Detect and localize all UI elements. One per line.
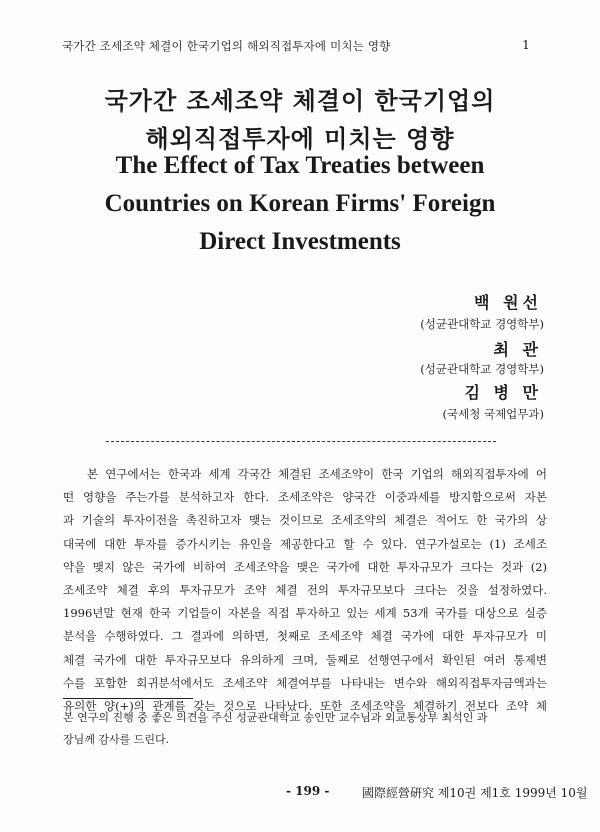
author-affiliation-1: (성균관대학교 경영학부) bbox=[420, 317, 544, 331]
abstract-line: 1996년말 현재 한국 기업들이 자본을 직접 투자하고 있는 세계 53개 국가를 대상으로 실증 bbox=[63, 606, 547, 621]
author-affiliation-3: (국세청 국제업무과) bbox=[442, 407, 544, 421]
author-name-2: 최 관 bbox=[493, 340, 542, 359]
author-name-1: 백 원선 bbox=[474, 293, 542, 312]
abstract-line: 과 기술의 투자이전을 촉진하고자 맺는 것이므로 조세조약의 체결은 적어도 한 국가의 상 bbox=[63, 513, 547, 528]
english-title-line-2: Countries on Korean Firms' Foreign bbox=[104, 190, 496, 217]
abstract-line: 유의한 양(+)의 관계를 갖는 것으로 나타났다. 또한 조세조약을 체결하기 전보다 조약 체 bbox=[63, 698, 547, 713]
abstract-line: 대국에 대한 투자를 증가시키는 유인을 제공한다고 할 수 있다. 연구가설로는 (1) 조세조 bbox=[63, 536, 547, 551]
footnote-rule bbox=[63, 698, 193, 699]
footer-page-number: - 199 - bbox=[286, 784, 330, 798]
abstract-line: 분석을 수행하였다. 그 결과에 의하면, 첫째로 조세조약 체결 국가에 대한 투자규모가 미 bbox=[63, 629, 547, 644]
abstract bbox=[63, 463, 547, 718]
english-title-line-1: The Effect of Tax Treaties between bbox=[115, 152, 485, 179]
footnote-line: 장님께 감사를 드린다. bbox=[63, 733, 170, 746]
abstract-line: 약을 맺지 않은 국가에 비하여 조세조약을 맺은 국가에 대한 투자규모가 크다는 것과 (2) bbox=[63, 559, 547, 574]
running-head bbox=[62, 38, 538, 54]
abstract-line: 본 연구에서는 한국과 세계 각국간 체결된 조세조약이 한국 기업의 해외직접투자에 어 bbox=[87, 467, 547, 481]
author-affiliation-2: (성균관대학교 경영학부) bbox=[420, 362, 544, 376]
footnote bbox=[63, 707, 547, 751]
footnote-line: 본 연구의 진행 중 좋은 의견을 주신 성균관대학교 송인만 교수님과 외교통상부 최석인 과 bbox=[63, 711, 488, 724]
footer-journal-citation: 國際經營硏究 제10권 제1호 1999년 10월 bbox=[362, 786, 588, 800]
abstract-line: 조세조약 체결 후의 투자규모가 조약 체결 전의 투자규모보다 크다는 것을 설정하였다. bbox=[63, 582, 547, 597]
abstract-line: 떤 영향을 주는가를 분석하고자 한다. 조세조약은 양국간 이중과세를 방지함으로써 자본 bbox=[63, 490, 547, 505]
abstract-line: 수를 포함한 회귀분석에서도 조세조약 체결여부를 나타내는 변수와 해외직접투자금액과는 bbox=[63, 675, 547, 690]
korean-title-line-2: 해외직접투자에 미치는 영향 bbox=[145, 124, 455, 153]
english-title-line-3: Direct Investments bbox=[199, 228, 401, 255]
abstract-line: 체결 국가에 대한 투자규모보다 유의하게 크며, 둘째로 선행연구에서 확인된 여러 통제변 bbox=[63, 652, 547, 667]
korean-title-line-1: 국가간 조세조약 체결이 한국기업의 bbox=[104, 86, 496, 115]
author-name-3: 김 병 만 bbox=[464, 383, 542, 402]
dashed-separator bbox=[106, 441, 496, 442]
running-head-page-number: 1 bbox=[522, 38, 530, 52]
running-head-title: 국가간 조세조약 체결이 한국기업의 해외직접투자에 미치는 영향 bbox=[62, 39, 391, 53]
